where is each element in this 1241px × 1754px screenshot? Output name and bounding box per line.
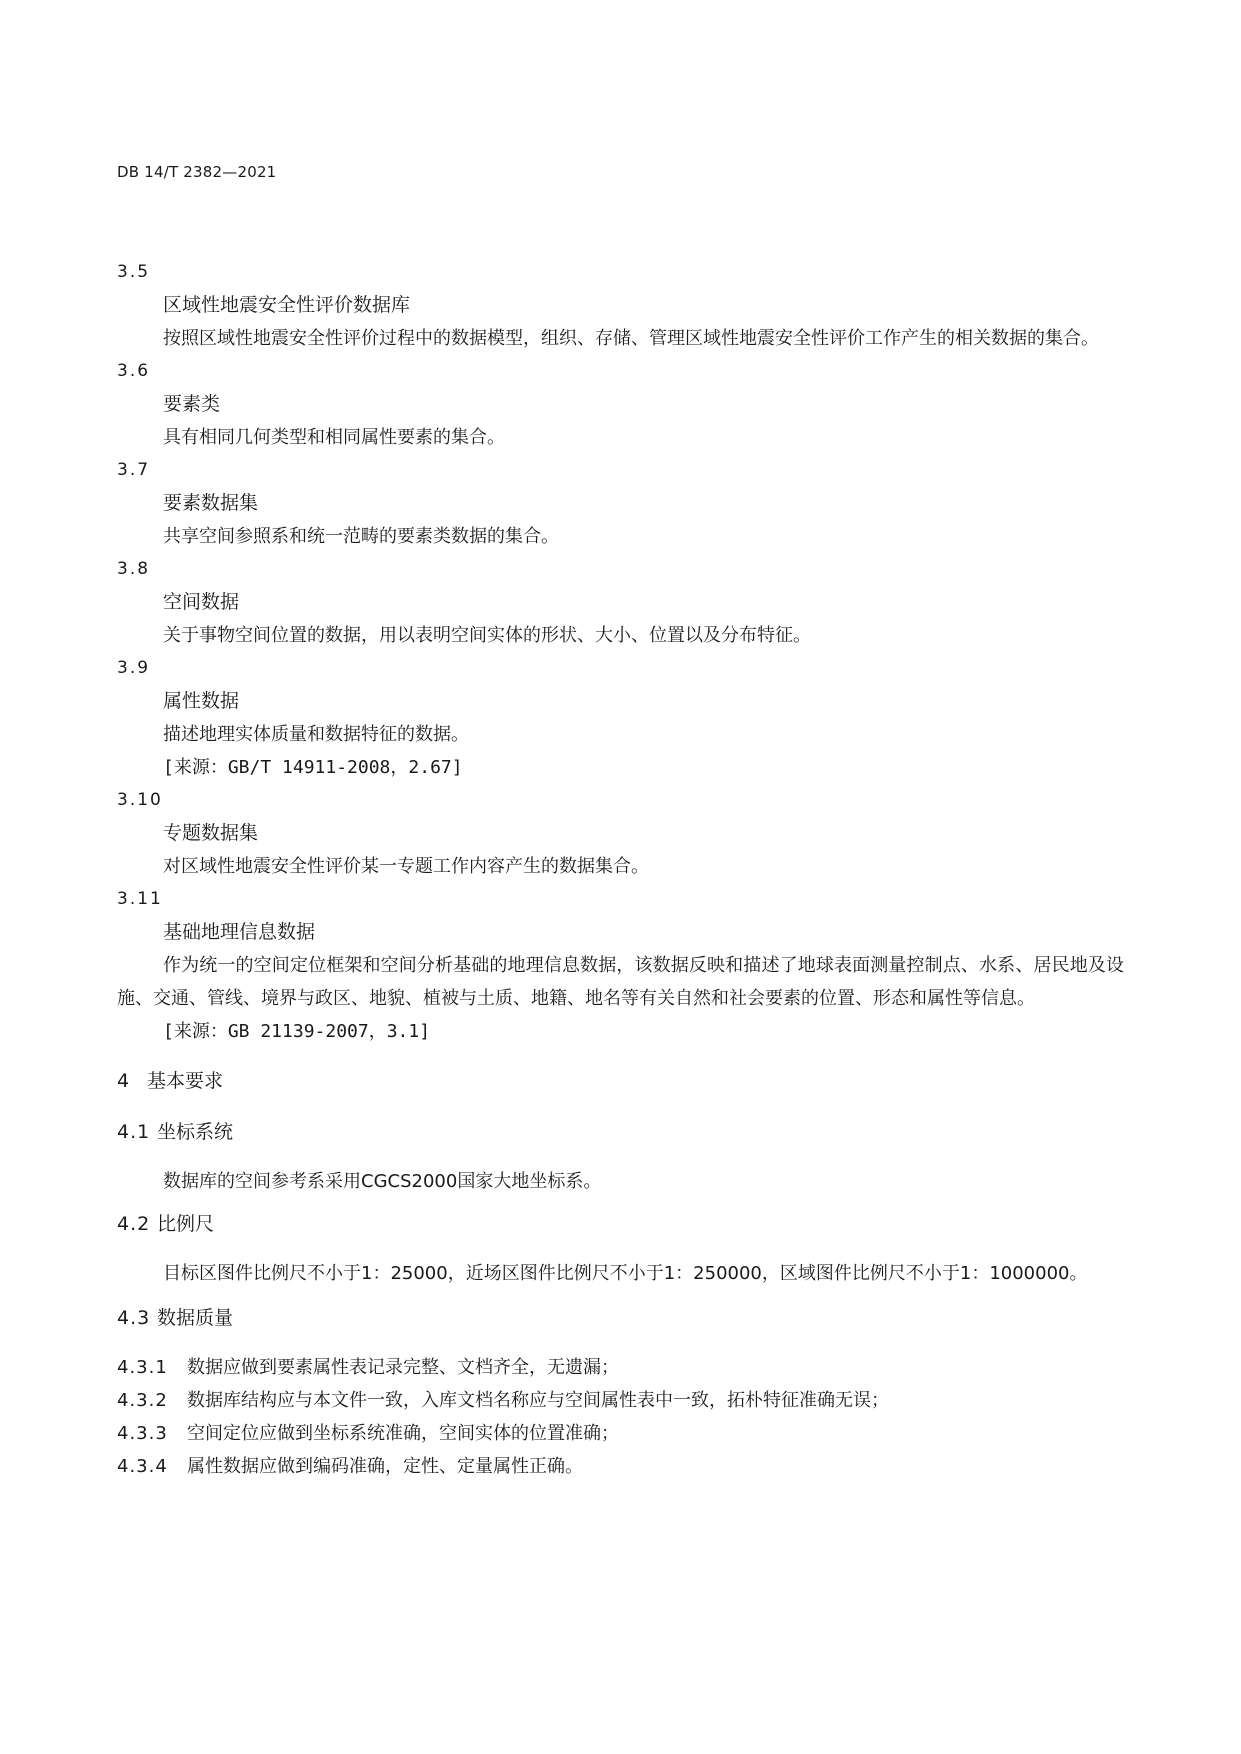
- subsection-heading: [117, 1208, 1124, 1241]
- item-text: 空间定位应做到坐标系统准确，空间实体的位置准确；: [187, 1423, 619, 1444]
- term-number: 3.8: [117, 559, 151, 579]
- subsection-title: 数据质量: [157, 1307, 234, 1329]
- body-paragraph: 目标区图件比例尺不小于1：25000，近场区图件比例尺不小于1：250000，区域图件比例尺不小于1：1000000。: [163, 1263, 1088, 1284]
- term-number: 3.6: [117, 361, 151, 381]
- term-name: 属性数据: [163, 690, 240, 712]
- subsection-heading: [117, 1116, 1124, 1149]
- term-number: 3.10: [117, 790, 163, 810]
- quality-item-list: [117, 1351, 1124, 1483]
- term-number: 3.7: [117, 460, 151, 480]
- term-entry: [117, 256, 1124, 355]
- item-number: 4.3.2: [117, 1390, 168, 1411]
- term-source: [来源：GB/T 14911-2008，2.67]: [163, 757, 463, 778]
- list-item: [117, 1384, 1124, 1417]
- section-heading: [117, 1065, 1124, 1098]
- body-paragraph: 数据库的空间参考系采用CGCS2000国家大地坐标系。: [163, 1171, 602, 1192]
- list-item: [117, 1351, 1124, 1384]
- term-number: 3.11: [117, 889, 163, 909]
- term-name: 要素类: [163, 393, 221, 415]
- term-name: 区域性地震安全性评价数据库: [163, 294, 411, 316]
- subsection-number: 4.1: [117, 1121, 151, 1143]
- section-number: 4: [117, 1070, 131, 1092]
- subsection-number: 4.2: [117, 1213, 151, 1235]
- term-entry: [117, 553, 1124, 652]
- item-text: 数据库结构应与本文件一致，入库文档名称应与空间属性表中一致，拓朴特征准确无误；: [187, 1390, 889, 1411]
- list-item: [117, 1450, 1124, 1483]
- term-entry: [117, 883, 1124, 1048]
- term-definition: 按照区域性地震安全性评价过程中的数据模型，组织、存储、管理区域性地震安全性评价工作产生的相关数据的集合。: [163, 328, 1099, 349]
- subsection-number: 4.3: [117, 1307, 151, 1329]
- term-entry: [117, 652, 1124, 784]
- term-entry: [117, 454, 1124, 553]
- term-definition: 具有相同几何类型和相同属性要素的集合。: [163, 427, 505, 448]
- term-number: 3.9: [117, 658, 151, 678]
- term-entry: [117, 355, 1124, 454]
- term-name: 专题数据集: [163, 822, 259, 844]
- item-text: 数据应做到要素属性表记录完整、文档齐全，无遗漏；: [187, 1357, 619, 1378]
- subsection-heading: [117, 1302, 1124, 1335]
- term-entry: [117, 784, 1124, 883]
- item-number: 4.3.1: [117, 1357, 168, 1378]
- term-definition: 共享空间参照系和统一范畴的要素类数据的集合。: [163, 526, 559, 547]
- term-definition: 描述地理实体质量和数据特征的数据。: [163, 724, 469, 745]
- document-body: [117, 256, 1124, 1483]
- term-name: 空间数据: [163, 591, 240, 613]
- term-definition: 关于事物空间位置的数据，用以表明空间实体的形状、大小、位置以及分布特征。: [163, 625, 811, 646]
- term-name: 基础地理信息数据: [163, 921, 316, 943]
- term-number: 3.5: [117, 262, 151, 282]
- item-text: 属性数据应做到编码准确，定性、定量属性正确。: [187, 1456, 583, 1477]
- term-definition: 作为统一的空间定位框架和空间分析基础的地理信息数据，该数据反映和描述了地球表面测量控制点、水系、居民地及设施、交通、管线、境界与政区、地貌、植被与土质、地籍、地名等有关自然和社会要素的位置、形态和属性等信息。: [117, 955, 1124, 1009]
- term-source: [来源：GB 21139-2007，3.1]: [163, 1021, 431, 1042]
- document-code-header: DB 14/T 2382—2021: [117, 163, 277, 181]
- subsection-title: 坐标系统: [157, 1121, 234, 1143]
- section-title: 基本要求: [147, 1070, 224, 1092]
- item-number: 4.3.4: [117, 1456, 168, 1477]
- list-item: [117, 1417, 1124, 1450]
- item-number: 4.3.3: [117, 1423, 168, 1444]
- term-name: 要素数据集: [163, 492, 259, 514]
- subsection-title: 比例尺: [157, 1213, 215, 1235]
- term-definition: 对区域性地震安全性评价某一专题工作内容产生的数据集合。: [163, 856, 649, 877]
